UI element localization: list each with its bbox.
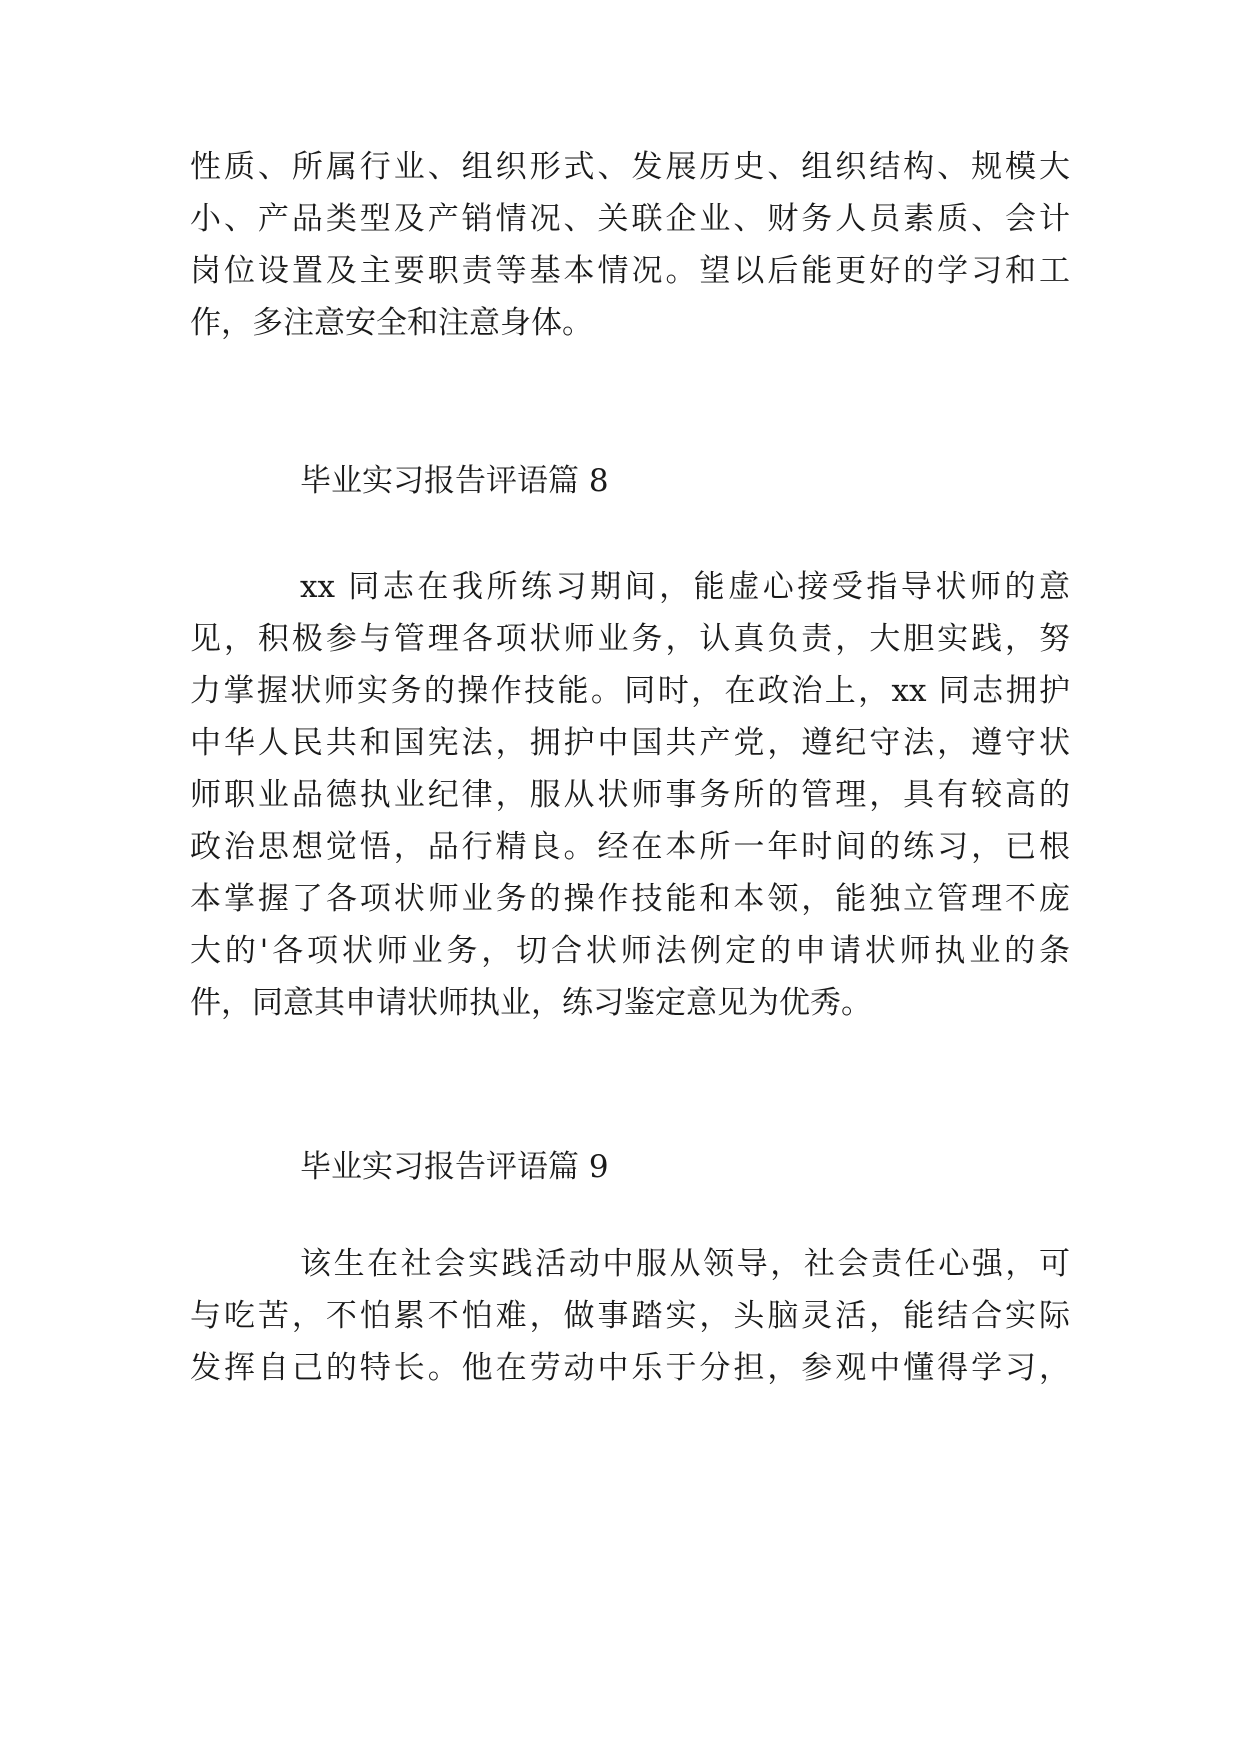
paragraph-2-line-4: 中华人民共和国宪法，拥护中国共产党，遵纪守法，遵守状: [190, 725, 1070, 761]
paragraph-3-line-1: 该生在社会实践活动中服从领导，社会责任心强，可: [300, 1246, 1070, 1282]
paragraph-3-line-2: 与吃苦，不怕累不怕难，做事踏实，头脑灵活，能结合实际: [190, 1298, 1070, 1334]
paragraph-1-line-1: 性质、所属行业、组织形式、发展历史、组织结构、规模大: [190, 149, 1070, 185]
paragraph-2-line-3: 力掌握状师实务的操作技能。同时，在政治上，xx 同志拥护: [190, 673, 1070, 709]
paragraph-1-line-4: 作，多注意安全和注意身体。: [190, 305, 593, 341]
paragraph-2-line-8: 大的'各项状师业务，切合状师法例定的申请状师执业的条: [190, 933, 1070, 969]
paragraph-3-line-3: 发挥自己的特长。他在劳动中乐于分担，参观中懂得学习，: [190, 1350, 1070, 1386]
paragraph-2-line-5: 师职业品德执业纪律，服从状师事务所的管理，具有较高的: [190, 777, 1070, 813]
paragraph-2-line-9: 件，同意其申请状师执业，练习鉴定意见为优秀。: [190, 985, 872, 1021]
paragraph-2-line-2: 见，积极参与管理各项状师业务，认真负责，大胆实践，努: [190, 621, 1070, 657]
section-heading-8: 毕业实习报告评语篇 8: [300, 463, 609, 499]
paragraph-2-line-6: 政治思想觉悟，品行精良。经在本所一年时间的练习，已根: [190, 829, 1070, 865]
paragraph-2-line-7: 本掌握了各项状师业务的操作技能和本领，能独立管理不庞: [190, 881, 1070, 917]
paragraph-1-line-3: 岗位设置及主要职责等基本情况。望以后能更好的学习和工: [190, 253, 1070, 289]
paragraph-2-line-1: xx 同志在我所练习期间，能虚心接受指导状师的意: [300, 569, 1070, 605]
section-heading-9: 毕业实习报告评语篇 9: [300, 1149, 609, 1185]
paragraph-1-line-2: 小、产品类型及产销情况、关联企业、财务人员素质、会计: [190, 201, 1070, 237]
